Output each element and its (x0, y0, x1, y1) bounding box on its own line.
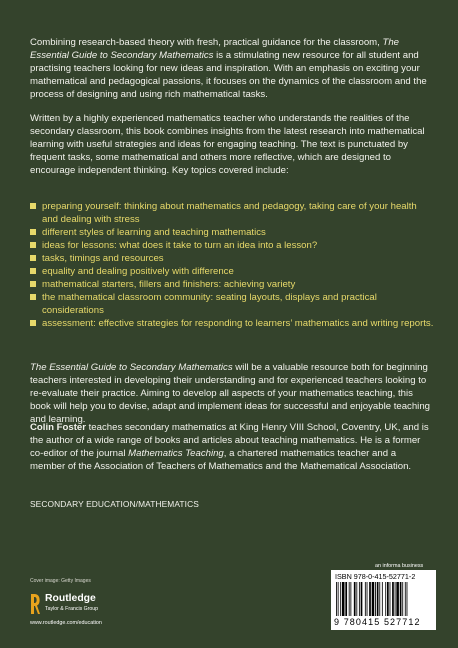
barcode-bar (390, 582, 391, 616)
key-topics-list (30, 200, 435, 330)
barcode-bar (349, 582, 350, 616)
barcode-bar (359, 582, 360, 616)
publisher-group: Taylor & Francis Group (45, 606, 99, 612)
author-bio-start: teaches secondary mathematics at King Henry VIII School, Coventry, UK, and is the author of a wide range of books and articles about teaching mathematics. He is a former co-editor of the journal (30, 422, 429, 459)
publisher-name: Routledge (45, 593, 96, 604)
list-item (30, 200, 435, 226)
barcode-bar (365, 582, 366, 616)
barcode-bar (356, 582, 357, 616)
square-bullet-icon (30, 255, 36, 261)
barcode-bar (336, 582, 337, 616)
isbn-barcode (331, 570, 436, 630)
publisher-url: www.routledge.com/education (30, 620, 102, 626)
cover-image-credit: Cover image: Getty Images (30, 578, 91, 584)
topic-text: mathematical starters, fillers and finishers: achieving variety (42, 279, 296, 290)
intro-text-start: Combining research-based theory with fresh, practical guidance for the classroom, (30, 37, 383, 48)
value-paragraph (30, 361, 432, 426)
barcode-bar (350, 582, 351, 616)
list-item (30, 239, 435, 252)
list-item (30, 252, 435, 265)
barcode-bar (342, 582, 345, 616)
value-text: will be a valuable resource both for beginning teachers interested in developing their understanding and for experienced teachers looking to re-evaluate their practice. Aiming to develop all aspects of your mathematics teaching, this book will help you to devise, adapt and implement ideas for successful and enjoyable teaching and learning. (30, 362, 430, 425)
square-bullet-icon (30, 268, 36, 274)
barcode-bar (361, 582, 363, 616)
barcode-bar (382, 582, 383, 616)
book-title-italic: The Essential Guide to Secondary Mathematics (30, 362, 233, 373)
barcode-bar (340, 582, 341, 616)
list-item (30, 278, 435, 291)
barcode-bar (379, 582, 380, 616)
routledge-r-icon (30, 592, 40, 616)
square-bullet-icon (30, 281, 36, 287)
list-item (30, 226, 435, 239)
author-bio-end: , a chartered mathematics teacher and a member of the Association of Teachers of Mathematics and the Mathematical Association. (30, 448, 412, 472)
barcode-icon (335, 582, 432, 616)
topic-text: tasks, timings and resources (42, 253, 164, 264)
journal-title: Mathematics Teaching (128, 448, 224, 459)
barcode-bar (354, 582, 356, 616)
barcode-bar (345, 582, 347, 616)
isbn-label: ISBN 978-0-415-52771-2 (335, 572, 416, 581)
about-paragraph: Written by a highly experienced mathematics teacher who understands the realities of the secondary classroom, this book combines insights from the latest research into mathematical learning with useful strategies and ideas for engaging teaching. The text is punctuated by frequent tasks, some mathematical and others more reflective, which are designed to encourage independent thinking. Key topics covered include: (30, 113, 425, 176)
barcode-bar (367, 582, 368, 616)
topic-text: ideas for lessons: what does it take to turn an idea into a lesson? (42, 240, 318, 251)
barcode-bar (338, 582, 339, 616)
author-paragraph (30, 421, 432, 473)
barcode-bar (385, 582, 386, 616)
barcode-bar (405, 582, 406, 616)
subject-category: SECONDARY EDUCATION/MATHEMATICS (30, 499, 199, 509)
square-bullet-icon (30, 294, 36, 300)
intro-paragraph (30, 36, 432, 101)
barcode-bar (396, 582, 399, 616)
isbn-number: 9 780415 527712 (334, 617, 421, 627)
barcode-bar (375, 582, 376, 616)
barcode-bar (377, 582, 379, 616)
barcode-bar (395, 582, 396, 616)
topic-text: different styles of learning and teaching mathematics (42, 227, 266, 238)
topic-text: preparing yourself: thinking about mathematics and pedagogy, taking care of your health and dealing with stress (42, 201, 417, 225)
barcode-bar (402, 582, 403, 616)
list-item (30, 291, 435, 317)
list-item (30, 317, 435, 330)
book-title-italic: The Essential Guide to Secondary Mathematics (30, 37, 400, 61)
barcode-bar (407, 582, 408, 616)
barcode-bar (400, 582, 402, 616)
topic-text: assessment: effective strategies for responding to learners’ mathematics and writing reports. (42, 318, 434, 329)
square-bullet-icon (30, 242, 36, 248)
list-item (30, 265, 435, 278)
square-bullet-icon (30, 203, 36, 209)
square-bullet-icon (30, 320, 36, 326)
publisher-logo (30, 592, 190, 632)
barcode-bar (392, 582, 394, 616)
intro-text-end: is a stimulating new resource for all student and practising teachers looking for new ideas and inspiration. With an emphasis on exciting your mathematical and pedagogical passions, it focuses on the dynamics of the classroom and the process of designing and using rich mathematical tasks. (30, 50, 427, 100)
square-bullet-icon (30, 229, 36, 235)
barcode-bar (369, 582, 371, 616)
barcode-bar (387, 582, 389, 616)
topic-text: equality and dealing positively with difference (42, 266, 234, 277)
author-name: Colin Foster (30, 422, 86, 433)
informa-tagline: an informa business (375, 563, 424, 569)
barcode-bar (372, 582, 375, 616)
topic-text: the mathematical classroom community: seating layouts, displays and practical considerations (42, 292, 377, 316)
